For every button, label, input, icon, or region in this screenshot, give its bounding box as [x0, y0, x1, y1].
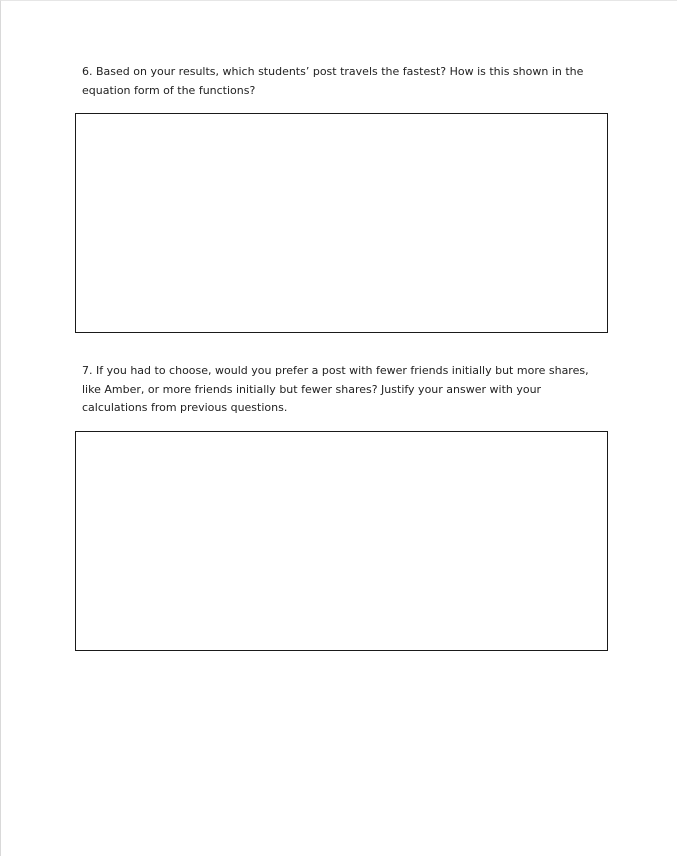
question-6-answer-box[interactable]: [75, 113, 608, 333]
question-7-answer-box[interactable]: [75, 431, 608, 651]
question-6-text: 6. Based on your results, which students’ post travels the fastest? How is this shown in the equation form of the functions?: [82, 65, 584, 97]
question-7-text: 7. If you had to choose, would you prefer a post with fewer friends initially but more shares, like Amber, or more friends initially but fewer shares? Justify your answer with your calculations from previous questions.: [82, 364, 589, 414]
